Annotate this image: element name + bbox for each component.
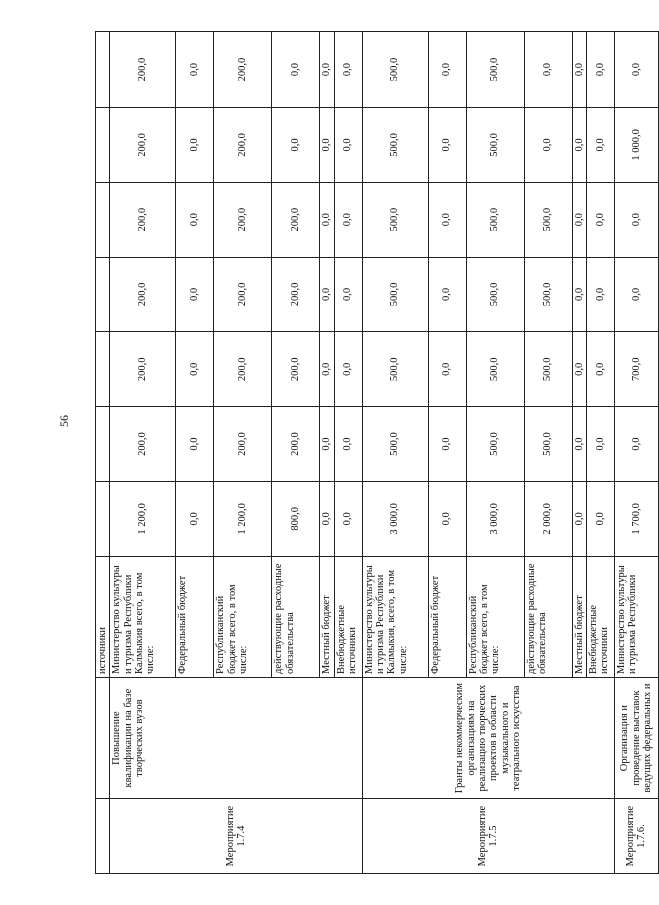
value-cell: 200,0: [110, 332, 176, 407]
value-cell: 500,0: [524, 182, 572, 257]
table-cell: [96, 182, 110, 257]
source-cell: Министерство культуры и туризма Республики Калмыкия, всего, в том числе:: [362, 556, 428, 677]
value-cell: 0,0: [176, 108, 214, 183]
value-cell: 0,0: [524, 32, 572, 108]
value-cell: 500,0: [362, 407, 428, 482]
source-cell: источники: [96, 556, 110, 677]
source-cell: Внебюджетные источники: [586, 556, 614, 677]
table-cell: [96, 32, 110, 108]
source-cell: Федеральный бюджет: [176, 556, 214, 677]
value-cell: 0,0: [428, 257, 466, 332]
value-cell: 500,0: [466, 32, 524, 108]
table-cell: [96, 108, 110, 183]
value-cell: 0,0: [572, 257, 586, 332]
value-cell: 0,0: [586, 481, 614, 556]
value-cell: 0,0: [334, 332, 362, 407]
value-cell: 0,0: [334, 32, 362, 108]
source-cell: Местный бюджет: [572, 556, 586, 677]
value-cell: 500,0: [362, 332, 428, 407]
value-cell: 0,0: [176, 257, 214, 332]
value-cell: 500,0: [466, 182, 524, 257]
value-cell: 0,0: [614, 32, 658, 108]
value-cell: 200,0: [272, 332, 320, 407]
value-cell: 0,0: [614, 407, 658, 482]
value-cell: 1 000,0: [614, 108, 658, 183]
table-body: [96, 32, 659, 874]
measure-code-cell: Мероприятие 1.7.5: [362, 799, 614, 874]
value-cell: 500,0: [362, 182, 428, 257]
value-cell: 0,0: [176, 407, 214, 482]
source-cell: действующие расходные обязательства: [524, 556, 572, 677]
value-cell: 200,0: [214, 108, 272, 183]
value-cell: 0,0: [334, 257, 362, 332]
rotated-page-content: [95, 31, 654, 874]
table-cell: [96, 677, 110, 798]
value-cell: 200,0: [110, 182, 176, 257]
value-cell: 500,0: [466, 332, 524, 407]
value-cell: 0,0: [572, 108, 586, 183]
table-cell: [96, 332, 110, 407]
value-cell: 3 000,0: [466, 481, 524, 556]
table-cell: [96, 799, 110, 874]
value-cell: 500,0: [524, 257, 572, 332]
value-cell: 0,0: [524, 108, 572, 183]
measure-description-cell: Повышение квалификации на базе творческих вузов: [110, 677, 362, 798]
measure-description-cell: Гранты некоммерческим организациям на реализацию творческих проектов в области музыкального и театрального искусства: [362, 677, 614, 798]
value-cell: 0,0: [428, 108, 466, 183]
value-cell: 0,0: [572, 182, 586, 257]
value-cell: 0,0: [572, 32, 586, 108]
value-cell: 0,0: [320, 108, 334, 183]
value-cell: 0,0: [428, 332, 466, 407]
value-cell: 0,0: [428, 32, 466, 108]
value-cell: 0,0: [428, 407, 466, 482]
table-row: [96, 32, 110, 874]
value-cell: 1 200,0: [214, 481, 272, 556]
value-cell: 500,0: [466, 407, 524, 482]
value-cell: 500,0: [362, 257, 428, 332]
value-cell: 500,0: [466, 108, 524, 183]
budget-table: [95, 31, 659, 874]
source-cell: Федеральный бюджет: [428, 556, 466, 677]
value-cell: 3 000,0: [362, 481, 428, 556]
value-cell: 1 200,0: [110, 481, 176, 556]
value-cell: 0,0: [586, 182, 614, 257]
value-cell: 200,0: [214, 407, 272, 482]
source-cell: Республиканский бюджет всего, в том числе:: [466, 556, 524, 677]
value-cell: 0,0: [334, 182, 362, 257]
value-cell: 0,0: [176, 481, 214, 556]
value-cell: 0,0: [428, 481, 466, 556]
value-cell: 200,0: [110, 407, 176, 482]
value-cell: 0,0: [572, 332, 586, 407]
source-cell: Министерство культуры и туризма Республики Калмыкия всего, в том числе:: [110, 556, 176, 677]
value-cell: 0,0: [586, 332, 614, 407]
value-cell: 0,0: [614, 257, 658, 332]
value-cell: 0,0: [320, 332, 334, 407]
source-cell: Внебюджетные источники: [334, 556, 362, 677]
table-row: [614, 32, 658, 874]
value-cell: 0,0: [614, 182, 658, 257]
value-cell: 0,0: [586, 407, 614, 482]
value-cell: 200,0: [110, 257, 176, 332]
value-cell: 0,0: [586, 108, 614, 183]
table-cell: [96, 481, 110, 556]
value-cell: 0,0: [334, 108, 362, 183]
value-cell: 500,0: [524, 332, 572, 407]
source-cell: Республиканский бюджет всего, в том числе:: [214, 556, 272, 677]
value-cell: 200,0: [272, 407, 320, 482]
value-cell: 0,0: [320, 407, 334, 482]
value-cell: 0,0: [176, 32, 214, 108]
value-cell: 500,0: [362, 108, 428, 183]
value-cell: 0,0: [176, 332, 214, 407]
measure-description-cell: Организация и проведение выставок ведущих федеральных и: [614, 677, 658, 798]
value-cell: 0,0: [428, 182, 466, 257]
value-cell: 500,0: [466, 257, 524, 332]
value-cell: 1 700,0: [614, 481, 658, 556]
value-cell: 200,0: [214, 257, 272, 332]
value-cell: 0,0: [320, 481, 334, 556]
value-cell: 0,0: [586, 32, 614, 108]
source-cell: Местный бюджет: [320, 556, 334, 677]
value-cell: 200,0: [272, 257, 320, 332]
measure-code-cell: Мероприятие 1.7.4: [110, 799, 362, 874]
value-cell: 0,0: [320, 32, 334, 108]
value-cell: 200,0: [214, 182, 272, 257]
table-row: [362, 32, 428, 874]
value-cell: 200,0: [214, 32, 272, 108]
value-cell: 0,0: [334, 481, 362, 556]
value-cell: 200,0: [110, 108, 176, 183]
value-cell: 200,0: [110, 32, 176, 108]
source-cell: действующие расходные обязательства: [272, 556, 320, 677]
value-cell: 0,0: [176, 182, 214, 257]
table-cell: [96, 407, 110, 482]
value-cell: 0,0: [334, 407, 362, 482]
value-cell: 500,0: [362, 32, 428, 108]
value-cell: 200,0: [214, 332, 272, 407]
value-cell: 0,0: [572, 481, 586, 556]
value-cell: 2 000,0: [524, 481, 572, 556]
value-cell: 0,0: [572, 407, 586, 482]
value-cell: 0,0: [320, 257, 334, 332]
value-cell: 500,0: [524, 407, 572, 482]
source-cell: Министерство культуры и туризма Республики: [614, 556, 658, 677]
table-row: [110, 32, 176, 874]
value-cell: 800,0: [272, 481, 320, 556]
value-cell: 0,0: [272, 32, 320, 108]
page-number: 56: [57, 415, 71, 427]
value-cell: 0,0: [586, 257, 614, 332]
measure-code-cell: Мероприятие 1.7.6.: [614, 799, 658, 874]
value-cell: 0,0: [320, 182, 334, 257]
value-cell: 0,0: [272, 108, 320, 183]
value-cell: 700,0: [614, 332, 658, 407]
value-cell: 200,0: [272, 182, 320, 257]
table-cell: [96, 257, 110, 332]
